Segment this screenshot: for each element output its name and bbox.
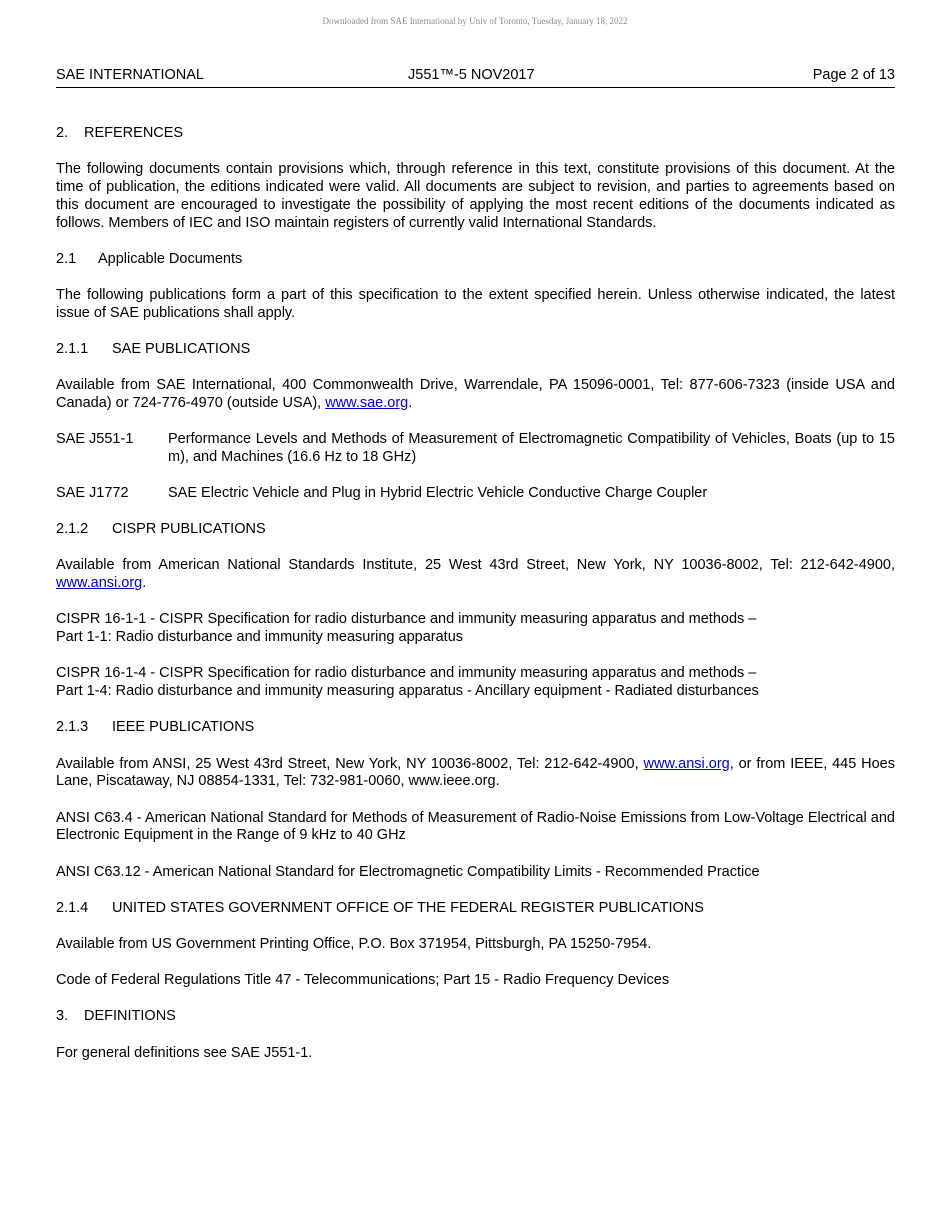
section-number: 2.1.4 bbox=[56, 899, 89, 916]
document-body bbox=[56, 125, 895, 1081]
section-heading-sae-publications bbox=[56, 341, 895, 359]
availability-text: Available from ANSI, 25 West 43rd Street, New York, NY 10036-8002, Tel: 212-642-4900, bbox=[56, 755, 644, 772]
references-intro: The following documents contain provisions which, through reference in this text, constitute provisions of this document. At the time of publication, the editions indicated were valid. All documents are subject to revision, and parties to agreements based on this document are encouraged to investigate the possibility of applying the most recent editions of the documents indicated as follows. Members of IEC and ISO maintain registers of currently valid International Standards. bbox=[56, 161, 895, 231]
ieee-reference-entry: ANSI C63.12 - American National Standard for Electromagnetic Compatibility Limits - Recommended Practice bbox=[56, 863, 760, 880]
section-title: IEEE PUBLICATIONS bbox=[112, 719, 255, 736]
section-heading-cispr-publications bbox=[56, 521, 895, 539]
section-heading-applicable-documents bbox=[56, 251, 895, 269]
header-org: SAE INTERNATIONAL bbox=[56, 67, 204, 83]
section-heading-us-government-publications bbox=[56, 900, 895, 918]
section-number: 3. bbox=[56, 1008, 69, 1025]
usgov-availability: Available from US Government Printing Office, P.O. Box 371954, Pittsburgh, PA 15250-7954. bbox=[56, 935, 652, 952]
ieee-reference-entry: ANSI C63.4 - American National Standard for Methods of Measurement of Radio-Noise Emissions from Low-Voltage Electrical and Electronic Equipment in the Range of 9 kHz to 40 GHz bbox=[56, 809, 895, 844]
reference-code: SAE J1772 bbox=[56, 485, 129, 502]
page-header bbox=[56, 67, 895, 88]
cispr-availability bbox=[56, 557, 895, 593]
section-heading-ieee-publications bbox=[56, 719, 895, 737]
section-number: 2.1 bbox=[56, 250, 77, 267]
header-page-number: Page 2 of 13 bbox=[812, 67, 895, 83]
availability-text-after: . bbox=[408, 394, 413, 411]
ansi-website-link[interactable]: www.ansi.org bbox=[56, 575, 143, 592]
download-watermark: Downloaded from SAE International by Univ of Toronto, Tuesday, January 18, 2022 bbox=[322, 16, 628, 26]
reference-line: Part 1-4: Radio disturbance and immunity measuring apparatus - Ancillary equipment - Radiated disturbances bbox=[56, 683, 759, 700]
reference-entry bbox=[56, 431, 895, 467]
section-number: 2.1.2 bbox=[56, 521, 89, 538]
section-title: REFERENCES bbox=[84, 125, 184, 141]
reference-description: SAE Electric Vehicle and Plug in Hybrid Electric Vehicle Conductive Charge Coupler bbox=[168, 485, 708, 502]
reference-description: Performance Levels and Methods of Measurement of Electromagnetic Compatibility of Vehicles, Boats (up to 15 m), and Machines (16.6 Hz to 18 GHz) bbox=[168, 431, 895, 465]
reference-code: SAE J551-1 bbox=[56, 431, 134, 448]
availability-text-after: , or from IEEE, 445 Hoes Lane, Piscataway, NJ 08854-1331, Tel: 732-981-0060, www.ieee.org. bbox=[56, 755, 896, 790]
section-title: UNITED STATES GOVERNMENT OFFICE OF THE FEDERAL REGISTER PUBLICATIONS bbox=[112, 899, 704, 916]
availability-text: Available from American National Standards Institute, 25 West 43rd Street, New York, NY 10036-8002, Tel: 212-642-4900, bbox=[56, 557, 895, 574]
section-title: Applicable Documents bbox=[98, 250, 243, 267]
ansi-website-link[interactable]: www.ansi.org bbox=[643, 755, 730, 772]
reference-line: CISPR 16-1-4 - CISPR Specification for radio disturbance and immunity measuring apparatus and methods – bbox=[56, 665, 757, 682]
section-title: CISPR PUBLICATIONS bbox=[112, 521, 266, 538]
sae-availability bbox=[56, 377, 895, 413]
sae-website-link[interactable]: www.sae.org bbox=[325, 394, 409, 411]
section-heading-references bbox=[56, 125, 895, 143]
section-number: 2. bbox=[56, 125, 69, 141]
reference-line: CISPR 16-1-1 - CISPR Specification for radio disturbance and immunity measuring apparatus and methods – bbox=[56, 611, 757, 628]
reference-line: Part 1-1: Radio disturbance and immunity measuring apparatus bbox=[56, 629, 464, 646]
cispr-reference-entry bbox=[56, 665, 895, 701]
section-heading-definitions bbox=[56, 1008, 895, 1026]
header-doc-id: J551™-5 NOV2017 bbox=[408, 67, 535, 83]
cispr-reference-entry bbox=[56, 611, 895, 647]
usgov-reference-entry: Code of Federal Regulations Title 47 - Telecommunications; Part 15 - Radio Frequency Devices bbox=[56, 972, 670, 989]
ieee-availability bbox=[56, 756, 895, 792]
section-number: 2.1.1 bbox=[56, 340, 89, 357]
definitions-text: For general definitions see SAE J551-1. bbox=[56, 1044, 313, 1061]
section-number: 2.1.3 bbox=[56, 719, 89, 736]
section-title: SAE PUBLICATIONS bbox=[112, 340, 251, 357]
applicable-intro: The following publications form a part of this specification to the extent specified herein. Unless otherwise indicated, the latest issue of SAE publications shall apply. bbox=[56, 286, 895, 321]
availability-text-after: . bbox=[142, 575, 147, 592]
availability-text: Available from SAE International, 400 Commonwealth Drive, Warrendale, PA 15096-0001, Tel: 877-606-7323 (inside USA and Canada) or 724-776-4970 (outside USA), bbox=[56, 377, 895, 411]
reference-entry bbox=[56, 485, 895, 503]
section-title: DEFINITIONS bbox=[84, 1008, 176, 1025]
